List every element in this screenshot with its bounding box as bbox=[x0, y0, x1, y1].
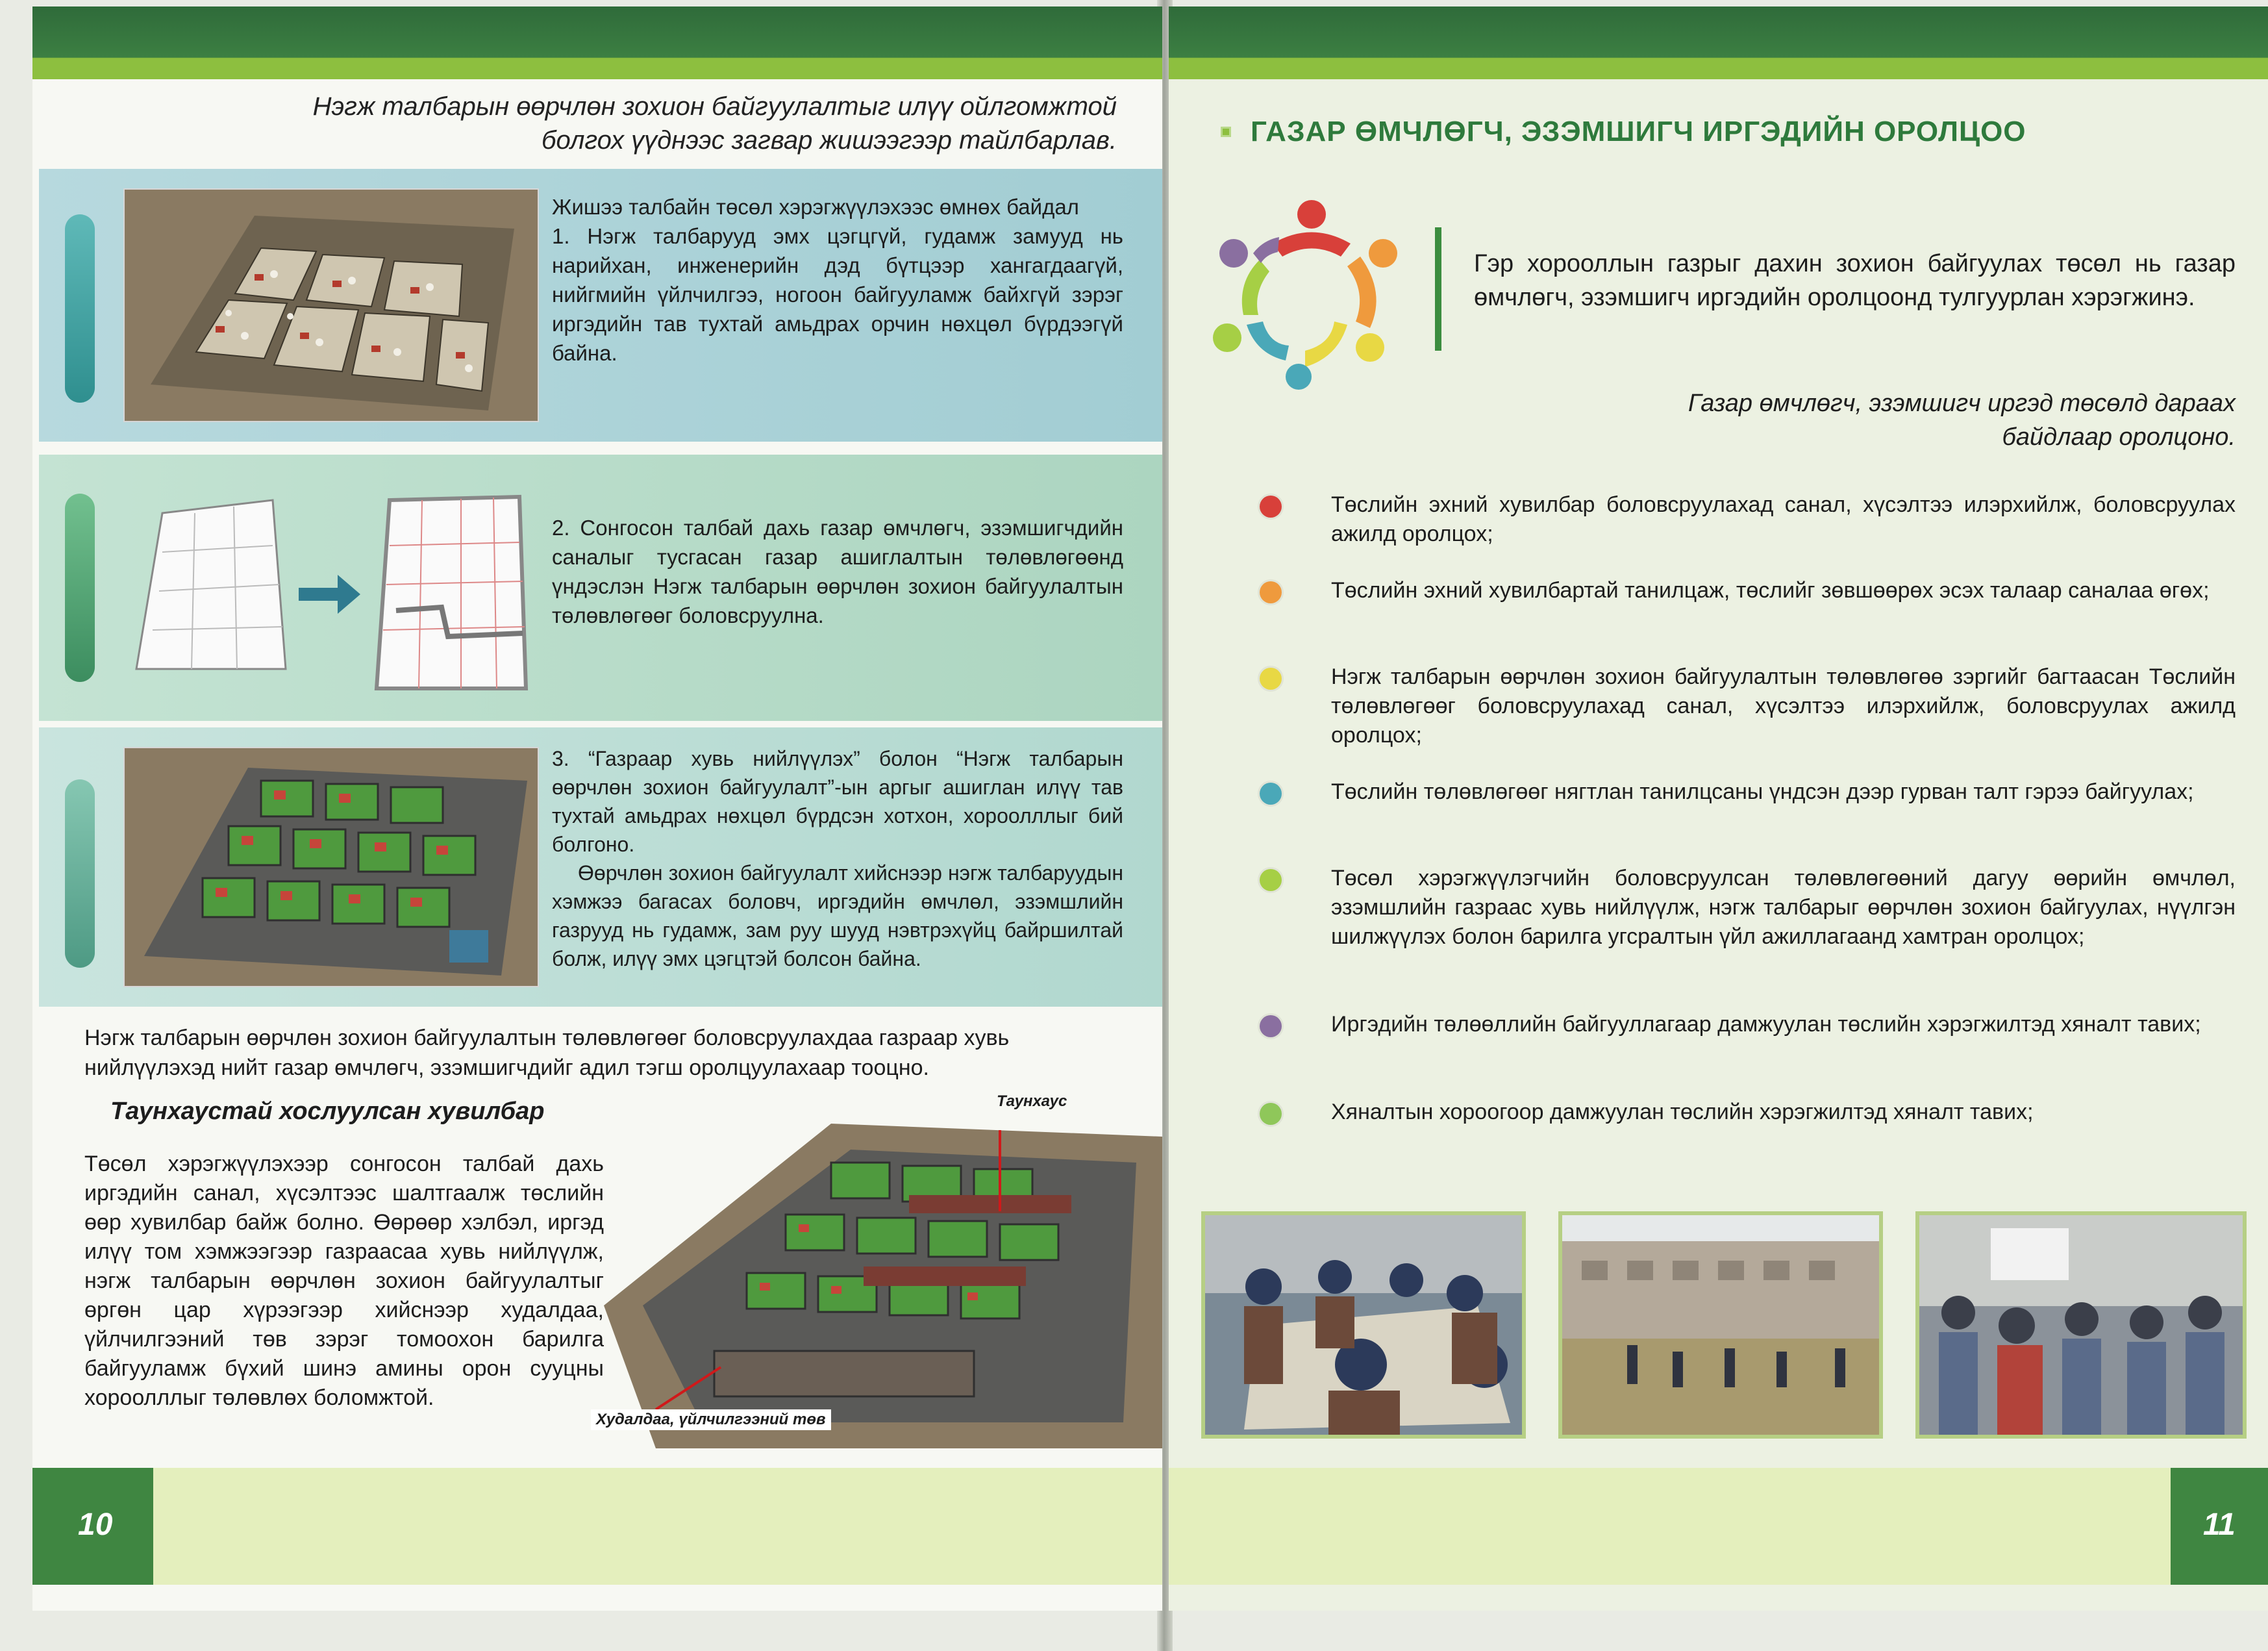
block1-text bbox=[552, 192, 1123, 368]
commercial-center-label: Худалдаа, үйлчилгээний төв bbox=[591, 1409, 831, 1430]
photo-strip bbox=[1201, 1211, 2249, 1445]
list-item-text: Иргэдийн төлөөллийн байгууллагаар дамжуулан төслийн хэрэгжилтэд хяналт тавих; bbox=[1331, 1012, 2201, 1037]
after-site-illustration bbox=[125, 748, 539, 987]
community-gathering-photo bbox=[1558, 1211, 1883, 1439]
block-marker bbox=[65, 494, 95, 682]
example-block-3 bbox=[39, 727, 1162, 1007]
gathering-photo-image bbox=[1562, 1215, 1880, 1436]
block-marker bbox=[65, 779, 95, 968]
bullet-dot-icon bbox=[1260, 1015, 1282, 1037]
left-footer bbox=[32, 1468, 1162, 1585]
plan-transform-illustration bbox=[123, 474, 539, 701]
outdoor-meeting-photo bbox=[1915, 1211, 2247, 1439]
bullet-dot-icon bbox=[1260, 1103, 1282, 1125]
block3-para2: Өөрчлөн зохион байгуулалт хийснээр нэгж талбаруудын хэмжээ багасах боловч, иргэдийн өмчлөл, эзэмшлийн газрууд нь гудамж, зам руу шууд нэвтрэхүйц байршилтай болж, илүү эмх цэгцтэй болсон байна. bbox=[552, 861, 1123, 970]
page-number-box bbox=[32, 1468, 153, 1585]
block1-line2: 1. Нэгж талбарууд эмх цэгцгүй, гудамж замууд нь нарийхан, инженерийн дэд бүтцээр хангагдаагүй, нийгмийн үйлчилгээ, ногоон байгууламж байхгүй зэрэг иргэдийн тав тухтай амьдрах орчин нөхцөл бүрдээгүй байна. bbox=[552, 224, 1123, 365]
townhouse-text: Төсөл хэрэгжүүлэхээр сонгосон талбай дахь иргэдийн санал, хүсэлтээс шалтгаалж төслийн өөр хувилбар байж болно. Өөрөөр хэлбэл, иргэд илүү том хэмжээгээр газраасаа хувь нийлүүлж, нэгж талбарын өөрчлөн зохион байгуулалтыг өргөн цар хүрээгээр хийснээр худалдаа, үйлчилгээний төв зэрэг томоохон барилга байгууламж бүхий шинэ амины орон сууцны хороолллыг төлөвлөх боломжтой. bbox=[84, 1152, 604, 1410]
summary-text: Нэгж талбарын өөрчлөн зохион байгуулалтын төлөвлөгөөг боловсруулахдаа газраар хувь нийлүүлэхэд нийт газар өмчлөгч, эзэмшигчдийг адил тэгш оролцуулахаар тооцно. bbox=[84, 1026, 1010, 1080]
page-number: 11 bbox=[2203, 1507, 2236, 1542]
accent-bar bbox=[1435, 227, 1441, 351]
right-footer bbox=[1169, 1468, 2268, 1585]
plan-transform-diagram bbox=[123, 474, 539, 701]
list-item-text: Төслийн эхний хувилбартай танилцаж, төслийг зөвшөөрөх эсэх талаар саналаа өгөх; bbox=[1331, 578, 2210, 603]
list-item-text: Төслийн эхний хувилбар боловсруулахад санал, хүсэлтээ илэрхийлж, боловсруулах ажилд оролцох; bbox=[1331, 492, 2236, 546]
list-item-text: Төслийн төлөвлөгөөг нягтлан танилцсаны үндсэн дээр гурван талт гэрээ байгуулах; bbox=[1331, 779, 2194, 804]
page-number-box bbox=[2171, 1468, 2268, 1585]
meeting-photo-image bbox=[1205, 1215, 1523, 1436]
section-title: ГАЗАР ӨМЧЛӨГЧ, ЭЗЭМШИГЧ ИРГЭДИЙН ОРОЛЦОО bbox=[1251, 116, 2026, 147]
list-item-text: Хяналтын хороогоор дамжуулан төслийн хэрэгжилтэд хяналт тавих; bbox=[1331, 1100, 2034, 1124]
outdoor-meeting-photo-image bbox=[1919, 1215, 2244, 1436]
list-item-text: Нэгж талбарын өөрчлөн зохион байгуулалтын төлөвлөгөө зэргийг багтаасан Төслийн төлөвлөгөөг боловсруулахад санал, хүсэлтээ илэрхийлж, боловсруулах ажилд оролцох; bbox=[1331, 664, 2236, 748]
bullet-dot-icon bbox=[1260, 668, 1282, 690]
block3-text bbox=[552, 744, 1123, 973]
participation-subtitle: Газар өмчлөгч, эзэмшигч иргэд төсөлд дараах байдлаар оролцоно. bbox=[1688, 390, 2236, 451]
example-block-1 bbox=[39, 169, 1162, 442]
townhouse-label: Таунхаус bbox=[997, 1092, 1067, 1110]
top-band bbox=[1169, 6, 2268, 79]
townhouse-illustration bbox=[604, 1111, 1162, 1448]
bullet-dot-icon bbox=[1260, 581, 1282, 603]
meeting-photo bbox=[1201, 1211, 1526, 1439]
before-site-illustration bbox=[125, 190, 539, 422]
page-number: 10 bbox=[78, 1507, 113, 1542]
right-intro: Гэр хорооллын газрыг дахин зохион байгуулах төсөл нь газар өмчлөгч, эзэмшигч иргэдийн оролцоонд тулгуурлан хэрэгжинэ. bbox=[1474, 250, 2236, 311]
square-bullet-icon bbox=[1221, 127, 1231, 137]
people-circle-icon bbox=[1208, 195, 1415, 390]
top-band bbox=[32, 6, 1162, 79]
block-marker bbox=[65, 214, 95, 403]
example-block-2 bbox=[39, 455, 1162, 721]
left-intro: Нэгж талбарын өөрчлөн зохион байгуулалтыг илүү ойлгомжтой болгох үүднээс загвар жишээгээр тайлбарлав. bbox=[312, 92, 1117, 155]
after-site-map bbox=[123, 747, 539, 987]
bullet-dot-icon bbox=[1260, 783, 1282, 805]
block2-text: 2. Сонгосон талбай дахь газар өмчлөгч, эзэмшигчдийн саналыг тусгасан газар ашиглалтын төлөвлөгөөнд үндэслэн Нэгж талбарын өөрчлөн зохион байгуулалтын төлөвлөгөөг боловсруулна. bbox=[552, 516, 1123, 627]
before-site-map bbox=[123, 188, 539, 422]
left-page bbox=[32, 6, 1162, 1611]
community-logo bbox=[1208, 195, 1415, 390]
right-page bbox=[1169, 6, 2268, 1611]
bullet-dot-icon bbox=[1260, 869, 1282, 891]
block3-para1: 3. “Газраар хувь нийлүүлэх” болон “Нэгж талбарын өөрчлөн зохион байгуулалт”-ын аргыг ашиглан илүү тав тухтай амьдрах нөхцөл бүрдсэн хотхон, хороолллыг бий болгоно. bbox=[552, 747, 1123, 856]
bullet-dot-icon bbox=[1260, 496, 1282, 518]
townhouse-site-map bbox=[604, 1111, 1162, 1448]
townhouse-heading: Таунхаустай хослуулсан хувилбар bbox=[110, 1098, 545, 1125]
block1-line1: Жишээ талбайн төсөл хэрэгжүүлэхээс өмнөх байдал bbox=[552, 195, 1079, 219]
arrow-right-icon bbox=[299, 575, 360, 614]
section-heading bbox=[1221, 116, 2026, 148]
list-item-text: Төсөл хэрэгжүүлэгчийн боловсруулсан төлөвлөгөөний дагуу өөрийн өмчлөл, эзэмшлийн газраас хувь нийлүүлж, нэгж талбарыг өөрчлөн зохион байгуулах, нүүлгэн шилжүүлэх болон барилга угсралтын үйл ажиллагаанд хамтран оролцох; bbox=[1331, 866, 2236, 949]
